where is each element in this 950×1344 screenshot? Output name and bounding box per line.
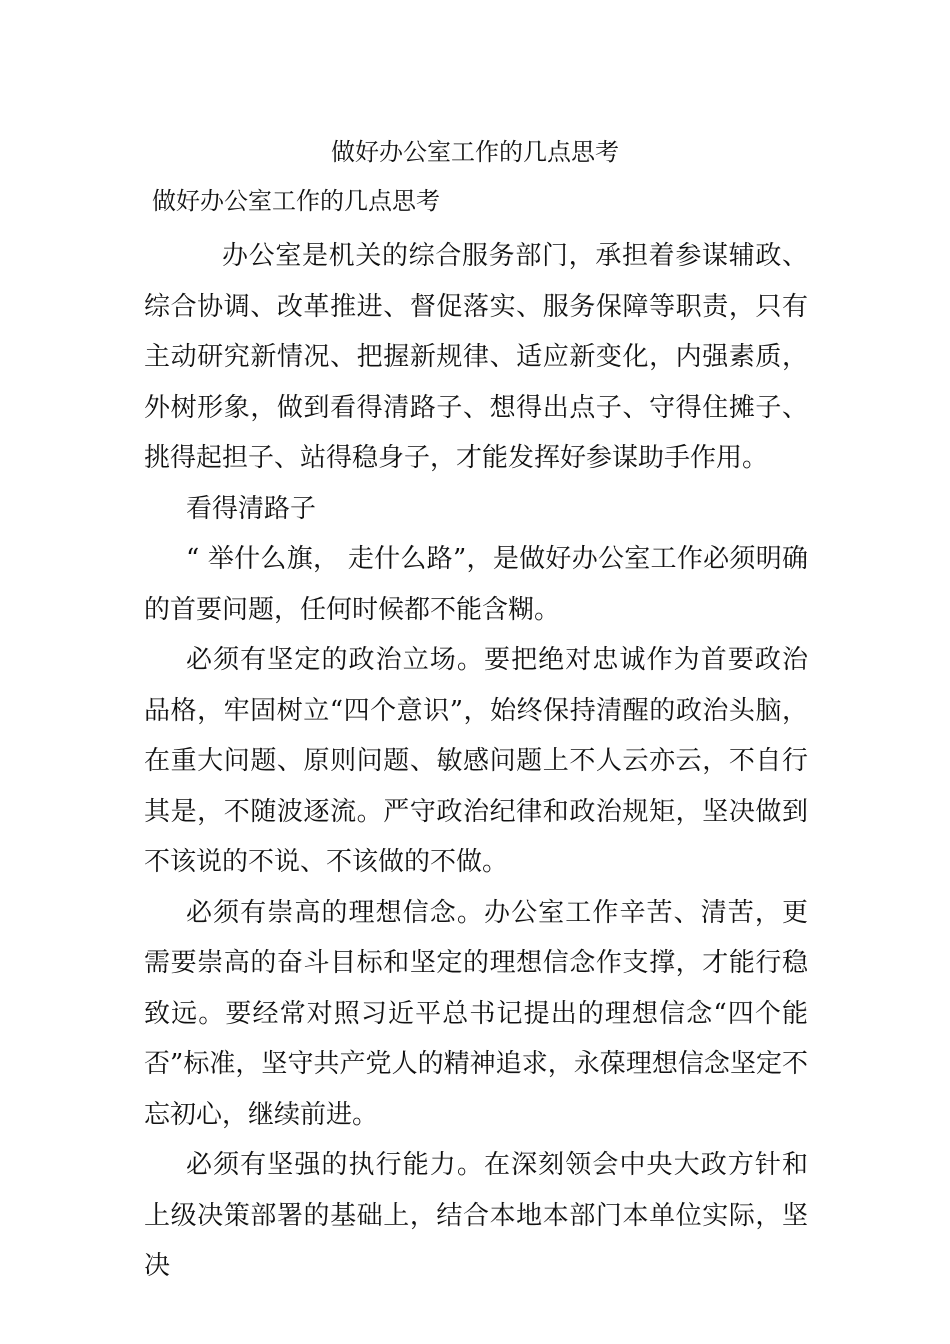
paragraph: 必须有坚定的政治立场。要把绝对忠诚作为首要政治品格，牢固树立“四个意识”，始终保持清醒的政治头脑，在重大问题、原则问题、敏感问题上不人云亦云，不自行其是，不随波逐流。严守政治纪律和政治规矩，坚决做到不该说的不说、不该做的不做。 [144,645,808,877]
page-subtitle: 做好办公室工作的几点思考 [152,187,440,215]
paragraph-intro: 办公室是机关的综合服务部门，承担着参谋辅政、综合协调、改革推进、督促落实、服务保障等职责，只有主动研究新情况、把握新规律、适应新变化，内强素质，外树形象，做到看得清路子、想得出点子、守得住摊子、挑得起担子、站得稳身子，才能发挥好参谋助手作用。 [144,241,808,473]
page-title: 做好办公室工作的几点思考 [331,138,619,166]
document-body [144,231,808,1292]
paragraph: 必须有坚强的执行能力。在深刻领会中央大政方针和上级决策部署的基础上，结合本地本部门本单位实际，坚决 [144,1150,808,1281]
paragraph: “ 举什么旗， 走什么路”，是做好办公室工作必须明确的首要问题，任何时候都不能含糊。 [144,544,808,625]
paragraph: 必须有崇高的理想信念。办公室工作辛苦、清苦，更需要崇高的奋斗目标和坚定的理想信念作支撑，才能行稳致远。要经常对照习近平总书记提出的理想信念“四个能否”标准，坚守共产党人的精神追求，永葆理想信念坚定不忘初心，继续前进。 [144,897,808,1130]
section-heading: 看得清路子 [186,493,317,524]
